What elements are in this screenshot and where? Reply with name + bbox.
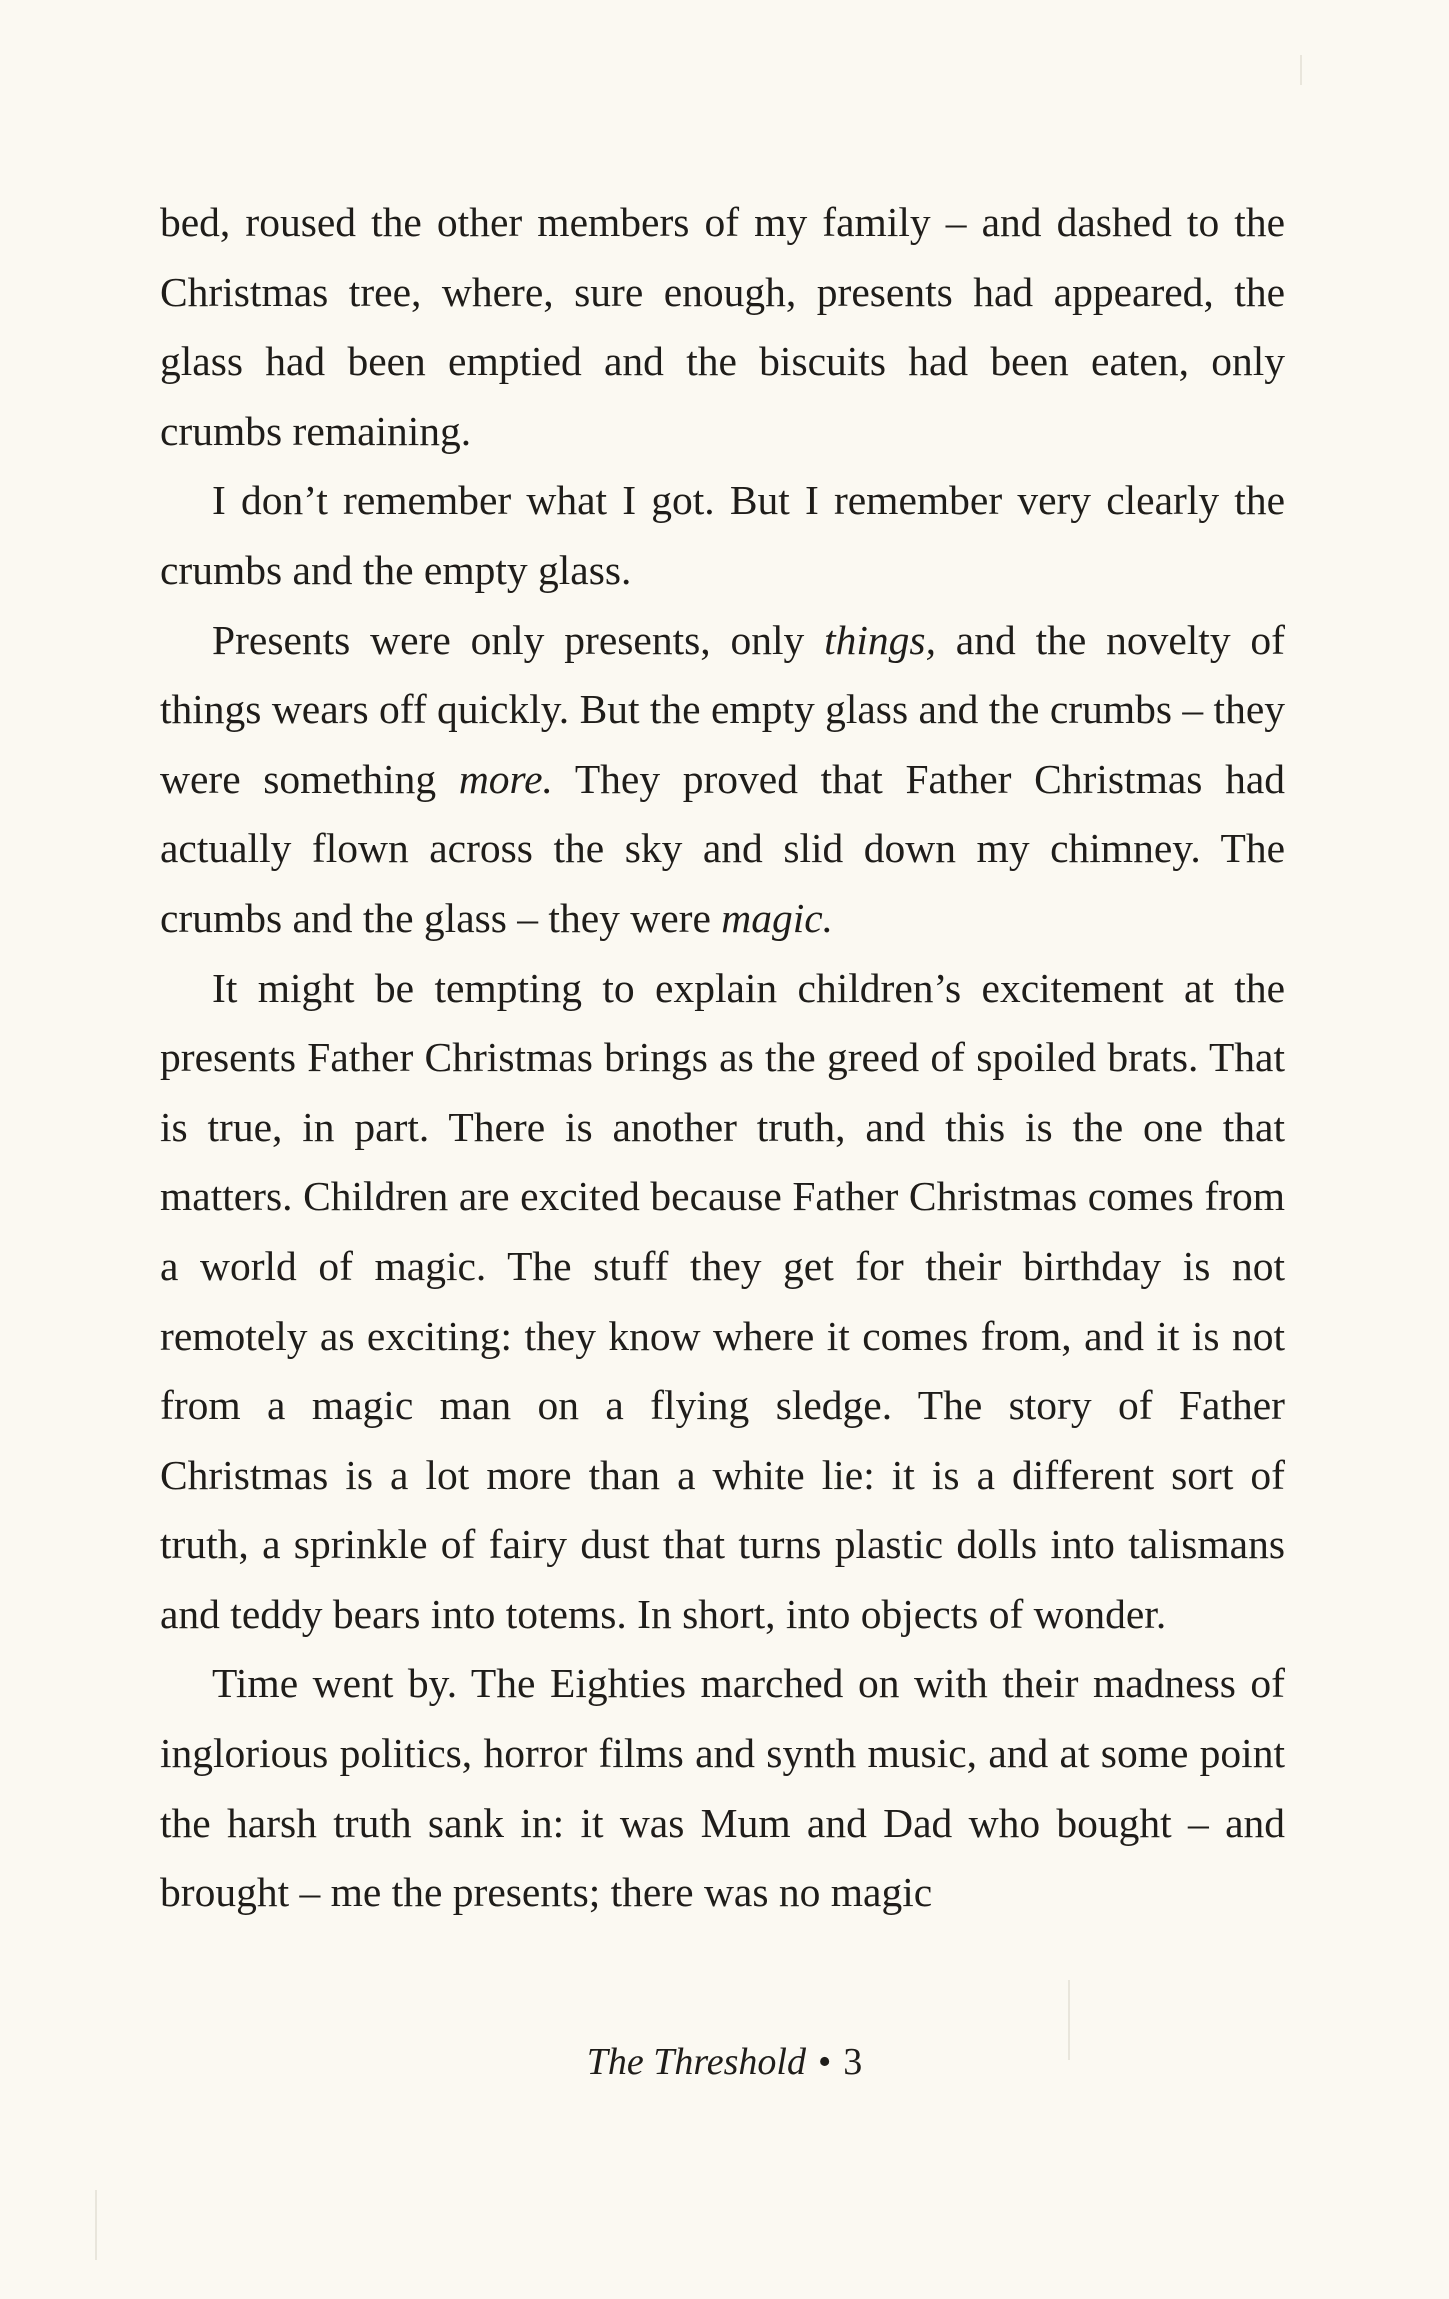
- paragraph: [160, 606, 1285, 954]
- paragraph: [160, 1649, 1285, 1927]
- italic-text: magic.: [721, 894, 834, 941]
- footer-separator: •: [817, 2041, 832, 2083]
- paragraph: [160, 466, 1285, 605]
- italic-text: things,: [824, 616, 936, 663]
- text-run: and the novelty of things wears off quickly. But the empty glass and the crumbs – they were something: [160, 616, 1286, 802]
- text-run: It might be tempting to explain children’s excitement at the presents Father Christmas brings as the greed of spoiled brats. That is true, in part. There is another truth, and this is the one that matters. Children are excited because Father Christmas comes from a world of magic. The stuff they get for their birthday is not remotely as exciting: they know where it comes from, and it is not from a magic man on a flying sledge. The story of Father Christmas is a lot more than a white lie: it is a different sort of truth, a sprinkle of fairy dust that turns plastic dolls into talismans and teddy bears into totems. In short, into objects of wonder.: [160, 964, 1285, 1637]
- scan-mark: [1068, 1980, 1070, 2060]
- italic-text: more.: [458, 755, 553, 802]
- scan-mark: [95, 2190, 97, 2260]
- body-text: [160, 188, 1285, 1928]
- text-run: I don’t remember what I got. But I remember very clearly the crumbs and the empty glass.: [160, 477, 1285, 593]
- scan-mark: [1300, 55, 1302, 85]
- book-section-title: The Threshold: [586, 2041, 806, 2083]
- text-run: bed, roused the other members of my family – and dashed to the Christmas tree, where, sure enough, presents had appeared, the glass had been emptied and the biscuits had been eaten, only crumbs remaining.: [160, 199, 1285, 454]
- text-run: Time went by. The Eighties marched on with their madness of inglorious politics, horror films and synth music, and at some point the harsh truth sank in: it was Mum and Dad who bought – and brought – me the presents; there was no magic: [160, 1660, 1285, 1916]
- text-run: Presents were only presents, only: [212, 616, 825, 663]
- page-number: 3: [843, 2041, 863, 2083]
- text-run: They proved that Father Christmas had actually flown across the sky and slid down my chimney. The crumbs and the glass – they were: [160, 755, 1285, 941]
- running-footer: [0, 2040, 1449, 2084]
- paragraph: [160, 954, 1285, 1650]
- paragraph: [160, 188, 1285, 466]
